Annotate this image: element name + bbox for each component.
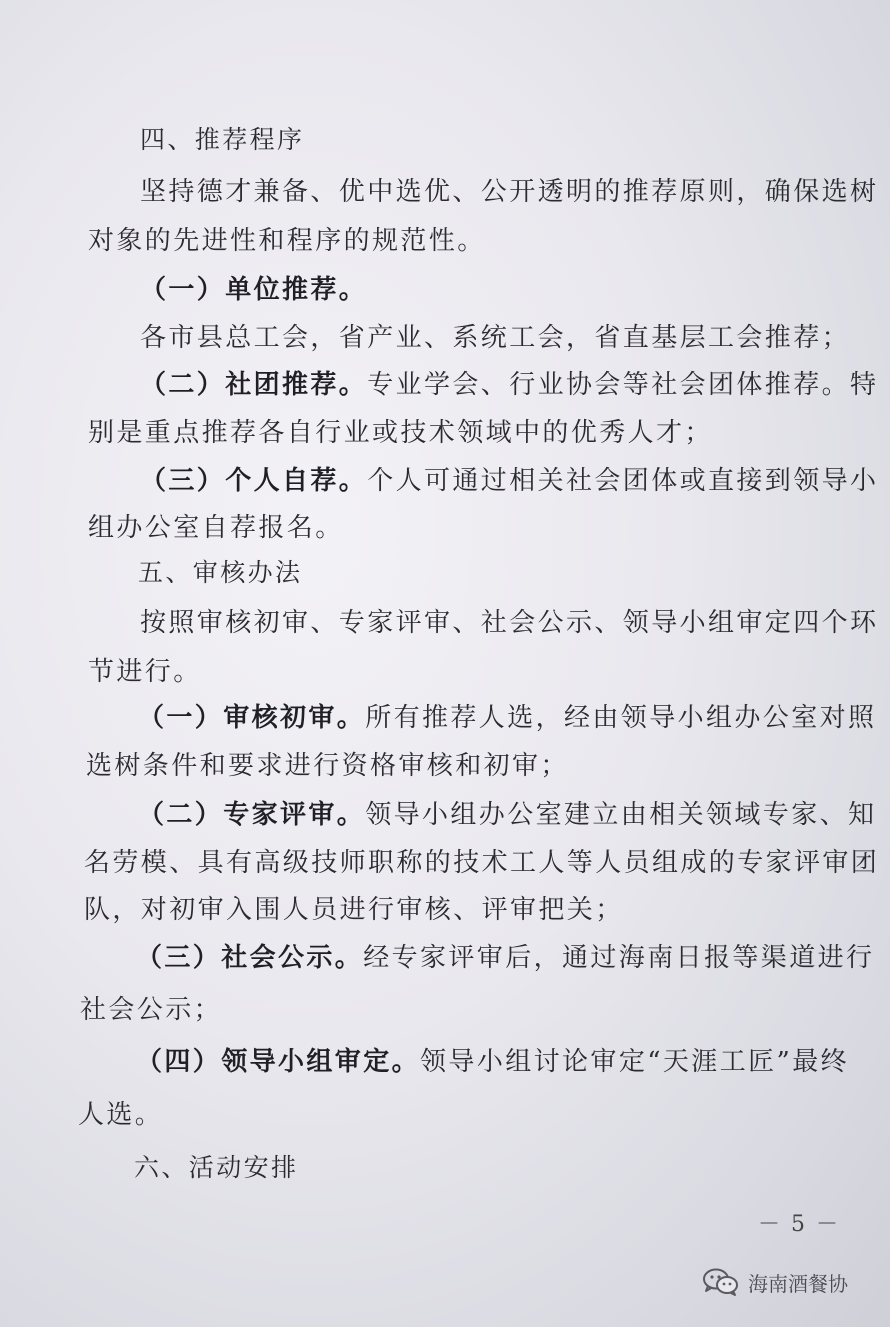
line-text: 名劳模、具有高级技师职称的技术工人等人员组成的专家评审团: [84, 848, 880, 878]
line-text: 领导小组办公室建立由相关领域专家、知: [365, 800, 877, 830]
paragraph-line: [88, 652, 202, 692]
page-number: － 5 －: [758, 1212, 840, 1237]
paragraph-line: [80, 990, 222, 1030]
line-text: 各市县总工会，省产业、系统工会，省直基层工会推荐；: [140, 323, 851, 353]
section-heading-review-method: [138, 553, 302, 593]
wechat-watermark: [702, 1262, 848, 1302]
paragraph-line: [84, 890, 624, 930]
paragraph-line: [78, 1095, 163, 1135]
paragraph-line: [88, 221, 486, 261]
line-text: 五、审核办法: [138, 558, 303, 587]
watermark-text: 海南酒餐协: [748, 1271, 848, 1296]
bold-subheading: （一）审核初审。: [138, 703, 366, 733]
paragraph-line: [140, 318, 850, 358]
paragraph-line: [140, 365, 878, 405]
paragraph-line: [140, 603, 878, 643]
line-text: 经专家评审后，通过海南日报等渠道进行: [363, 943, 875, 973]
paragraph-line: [140, 270, 367, 310]
line-text: 别是重点推荐各自行业或技术领域中的优秀人才；: [88, 418, 713, 448]
section-heading-recommendation-procedure: [140, 120, 304, 160]
line-text: 节进行。: [88, 657, 202, 687]
line-text: 社会公示；: [80, 995, 223, 1025]
paragraph-line: [88, 508, 344, 548]
line-text: 六、活动安排: [134, 1153, 299, 1182]
bold-subheading: （四）领导小组审定。: [136, 1047, 421, 1077]
paragraph-line: [88, 413, 713, 453]
line-text: 对象的先进性和程序的规范性。: [88, 226, 486, 256]
paragraph-line: [140, 461, 878, 501]
line-text: 专业学会、行业协会等社会团体推荐。特: [367, 370, 879, 400]
bold-subheading: （三）社会公示。: [136, 943, 364, 973]
line-text: 坚持德才兼备、优中选优、公开透明的推荐原则，确保选树: [140, 177, 879, 207]
paragraph-line: [138, 795, 876, 835]
bold-subheading: （三）个人自荐。: [140, 466, 368, 496]
line-text: 按照审核初审、专家评审、社会公示、领导小组审定四个环: [140, 608, 879, 638]
paragraph-line: [84, 843, 879, 883]
paragraph-line: [140, 172, 878, 212]
bold-subheading: （二）专家评审。: [138, 800, 366, 830]
paragraph-line: [136, 1042, 849, 1082]
line-text: 组办公室自荐报名。: [88, 513, 344, 543]
line-text: 所有推荐人选，经由领导小组办公室对照: [365, 703, 877, 733]
section-heading-activity-arrangement: [134, 1148, 298, 1188]
line-text: 个人可通过相关社会团体或直接到领导小: [367, 466, 879, 496]
line-text: 队，对初审入围人员进行审核、评审把关；: [84, 895, 624, 925]
line-text: 领导小组讨论审定“天涯工匠”最终: [420, 1047, 849, 1077]
paragraph-line: [138, 698, 876, 738]
line-text: 选树条件和要求进行资格审核和初审；: [86, 751, 569, 781]
wechat-icon: [702, 1267, 740, 1297]
line-text: 四、推荐程序: [140, 125, 305, 154]
paragraph-line: [136, 938, 874, 978]
line-text: 人选。: [78, 1100, 164, 1130]
bold-subheading: （二）社团推荐。: [140, 370, 368, 400]
bold-subheading: （一）单位推荐。: [140, 275, 368, 305]
paragraph-line: [86, 746, 569, 786]
